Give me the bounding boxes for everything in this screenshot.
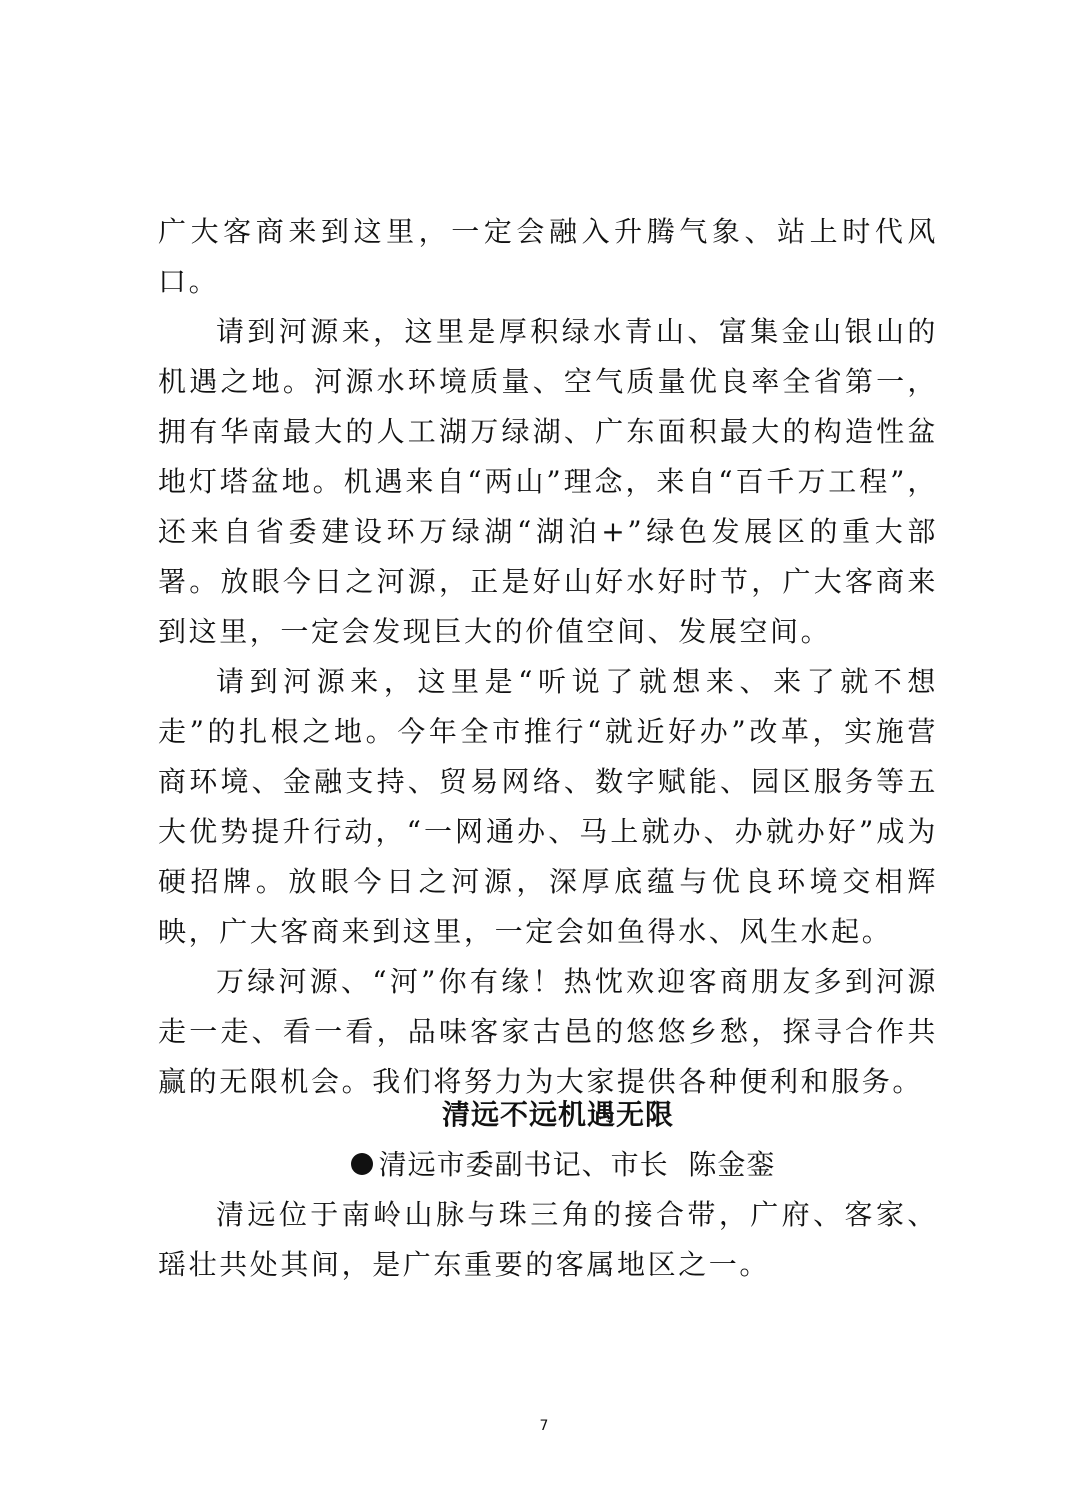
bullet-icon bbox=[351, 1153, 373, 1175]
paragraph-invitation: 万绿河源、“河”你有缘！热忱欢迎客商朋友多到河源走一走、看一看，品味客家古邑的悠悠乡愁，探寻合作共赢的无限机会。我们将努力为大家提供各种便利和服务。 bbox=[158, 965, 938, 1098]
paragraph-continued: 广大客商来到这里，一定会融入升腾气象、站上时代风口。 bbox=[158, 215, 938, 298]
section-title: 清远不远机遇无限 bbox=[441, 1098, 674, 1131]
qingyuan-section bbox=[158, 1090, 938, 1290]
paragraph-business-environment: 请到河源来，这里是“听说了就想来、来了就不想走”的扎根之地。今年全市推行“就近好办”改革，实施营商环境、金融支持、贸易网络、数字赋能、园区服务等五大优势提升行动，“一网通办、马上就办、办就办好”成为硬招牌。放眼今日之河源，深厚底蕴与优良环境交相辉映，广大客商来到这里，一定会如鱼得水、风生水起。 bbox=[158, 665, 938, 948]
paragraph-opportunity: 请到河源来，这里是厚积绿水青山、富集金山银山的机遇之地。河源水环境质量、空气质量优良率全省第一，拥有华南最大的人工湖万绿湖、广东面积最大的构造性盆地灯塔盆地。机遇来自“两山”理念，来自“百千万工程”，还来自省委建设环万绿湖“湖泊+”绿色发展区的重大部署。放眼今日之河源，正是好山好水好时节，广大客商来到这里，一定会发现巨大的价值空间、发展空间。 bbox=[158, 315, 938, 648]
section-paragraph: 清远位于南岭山脉与珠三角的接合带，广府、客家、瑶壮共处其间，是广东重要的客属地区之一。 bbox=[158, 1198, 938, 1281]
article-body bbox=[158, 207, 938, 1107]
section-byline bbox=[158, 1140, 938, 1190]
byline-text: 清远市委副书记、市长 陈金銮 bbox=[378, 1148, 776, 1181]
page-number: 7 bbox=[539, 1418, 549, 1434]
